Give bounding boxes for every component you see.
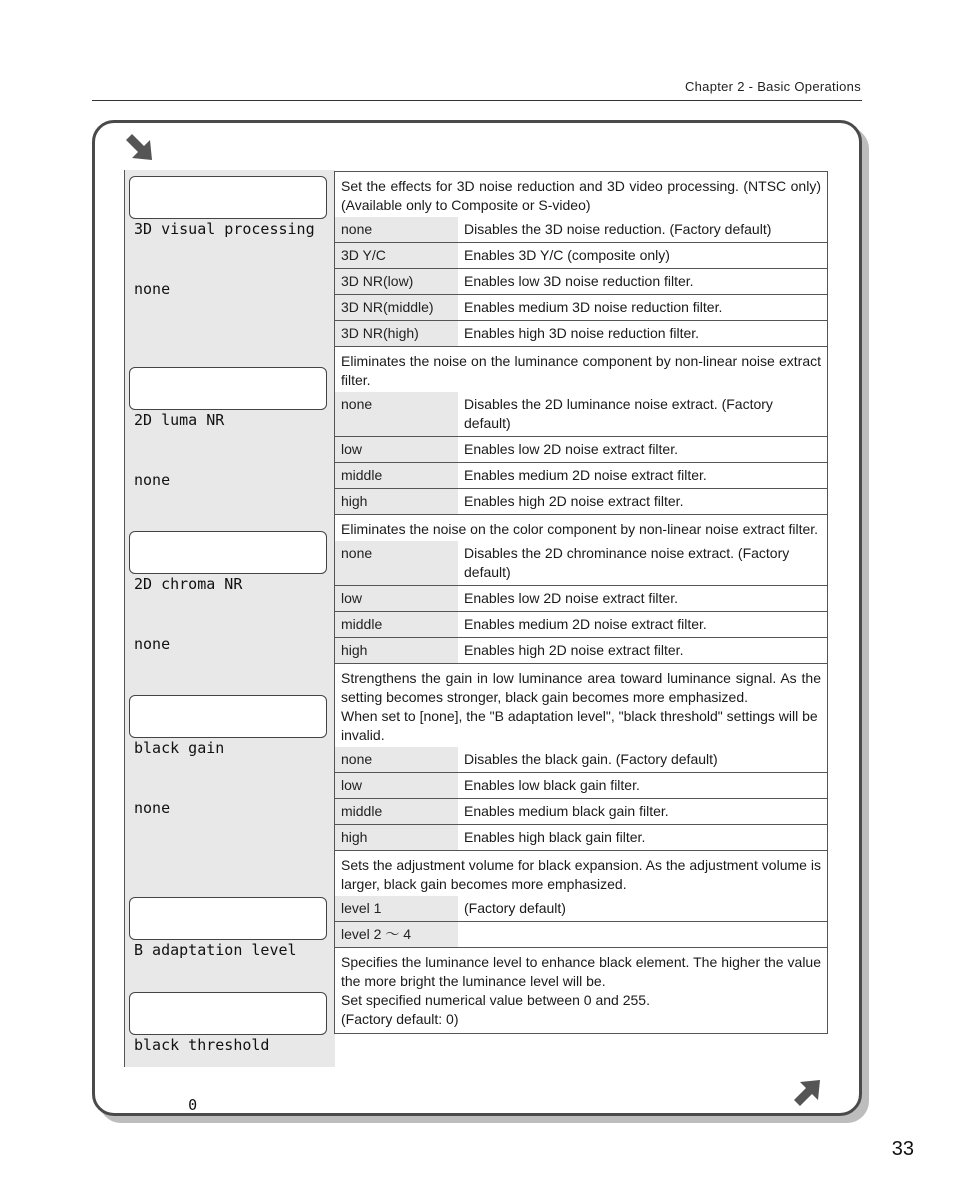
option-text: Disables the 2D chrominance noise extract. (Factory default) (457, 541, 827, 585)
arrow-up-right-icon (792, 1078, 822, 1108)
option-text (457, 922, 827, 947)
option-row (335, 896, 827, 921)
settings-table (334, 171, 828, 1034)
page-number: 33 (891, 1138, 914, 1160)
setting-description: Eliminates the noise on the color component by non-linear noise extract filter. (341, 521, 819, 537)
option-value: 3D NR(high) (335, 321, 457, 346)
option-value: none (335, 217, 457, 242)
lcd-b-adaptation-level (129, 897, 327, 959)
option-text: Enables high black gain filter. (457, 825, 827, 850)
setting-section-2d-chroma-nr (335, 514, 827, 663)
header-rule (92, 100, 862, 101)
lcd-line-1: black gain (134, 739, 225, 757)
lcd-black-threshold (129, 992, 327, 1114)
setting-section-black-gain (335, 663, 827, 850)
lcd-2d-luma-nr (129, 367, 327, 489)
option-text: Enables low 2D noise extract filter. (457, 437, 827, 462)
option-value: 3D NR(low) (335, 269, 457, 294)
option-row (335, 824, 827, 850)
option-row (335, 798, 827, 824)
option-text: Enables medium 2D noise extract filter. (457, 463, 827, 488)
lcd-3d-visual-processing (129, 176, 327, 298)
option-value: high (335, 489, 457, 514)
option-text: Enables high 3D noise reduction filter. (457, 321, 827, 346)
option-row (335, 772, 827, 798)
setting-description: Eliminates the noise on the luminance component by non-linear noise extract filter. (341, 353, 821, 388)
option-row (335, 392, 827, 436)
option-row (335, 268, 827, 294)
setting-description-p2: Set specified numerical value between 0 and 255. (341, 992, 650, 1008)
option-value: none (335, 747, 457, 772)
lcd-line-1: 2D luma NR (134, 411, 225, 429)
option-value: level 2 ～ 4 (335, 922, 457, 947)
option-text: Enables 3D Y/C (composite only) (457, 243, 827, 268)
setting-description (335, 664, 827, 747)
option-row (335, 637, 827, 663)
option-text: Enables high 2D noise extract filter. (457, 638, 827, 663)
setting-section-black-threshold (335, 947, 827, 1033)
lcd-line-2: none (134, 635, 171, 653)
option-value: low (335, 437, 457, 462)
option-row (335, 541, 827, 585)
option-row (335, 921, 827, 947)
setting-description-p3: (Factory default: 0) (341, 1011, 459, 1027)
option-value: low (335, 586, 457, 611)
option-row (335, 747, 827, 772)
lcd-line-2: 0 (134, 1096, 198, 1114)
lcd-black-gain (129, 695, 327, 817)
setting-section-3d-visual-processing (335, 171, 827, 346)
setting-description-p2: When set to [none], the "B adaptation level", "black threshold" settings will be invalid. (341, 708, 818, 743)
lcd-line-1: 3D visual processing (134, 220, 315, 238)
chapter-header: Chapter 2 - Basic Operations (684, 79, 861, 94)
option-text: Disables the 3D noise reduction. (Factory default) (457, 217, 827, 242)
setting-description (335, 948, 827, 1033)
option-value: level 1 (335, 896, 457, 921)
option-value: high (335, 638, 457, 663)
option-row (335, 611, 827, 637)
lcd-2d-chroma-nr (129, 531, 327, 653)
option-value: middle (335, 799, 457, 824)
lcd-line-1: 2D chroma NR (134, 575, 243, 593)
option-row (335, 320, 827, 346)
option-text: (Factory default) (457, 896, 827, 921)
option-text: Enables medium 2D noise extract filter. (457, 612, 827, 637)
option-row (335, 488, 827, 514)
option-row (335, 217, 827, 242)
option-row (335, 242, 827, 268)
option-row (335, 436, 827, 462)
setting-description-p1: Specifies the luminance level to enhance black element. The higher the value the more bright the luminance level will be. (341, 954, 821, 989)
option-value: 3D Y/C (335, 243, 457, 268)
option-text: Enables high 2D noise extract filter. (457, 489, 827, 514)
setting-section-b-adaptation-level (335, 850, 827, 947)
option-text: Enables low 2D noise extract filter. (457, 586, 827, 611)
lcd-line-1: black threshold (134, 1036, 270, 1054)
option-value: low (335, 773, 457, 798)
option-row (335, 462, 827, 488)
option-text: Enables low 3D noise reduction filter. (457, 269, 827, 294)
option-value: middle (335, 612, 457, 637)
option-text: Enables low black gain filter. (457, 773, 827, 798)
option-value: 3D NR(middle) (335, 295, 457, 320)
lcd-line-2: none (134, 799, 171, 817)
option-row (335, 585, 827, 611)
option-value: none (335, 541, 457, 585)
setting-description: Set the effects for 3D noise reduction and 3D video processing. (NTSC only) (Available only to Composite or S-video) (341, 178, 821, 213)
lcd-line-2: none (134, 280, 171, 298)
arrow-down-right-icon (124, 132, 154, 162)
lcd-line-2: none (134, 471, 171, 489)
setting-description: Sets the adjustment volume for black expansion. As the adjustment volume is larger, black gain becomes more emphasized. (341, 857, 821, 892)
option-text: Disables the 2D luminance noise extract. (Factory default) (457, 392, 827, 436)
setting-description-p1: Strengthens the gain in low luminance area toward luminance signal. As the setting becomes stronger, black gain becomes more emphasized. (341, 670, 821, 705)
option-text: Enables medium black gain filter. (457, 799, 827, 824)
option-text: Disables the black gain. (Factory default) (457, 747, 827, 772)
setting-section-2d-luma-nr (335, 346, 827, 514)
option-text: Enables medium 3D noise reduction filter. (457, 295, 827, 320)
option-row (335, 294, 827, 320)
option-value: none (335, 392, 457, 436)
option-value: middle (335, 463, 457, 488)
lcd-line-1: B adaptation level (134, 941, 297, 959)
option-value: high (335, 825, 457, 850)
